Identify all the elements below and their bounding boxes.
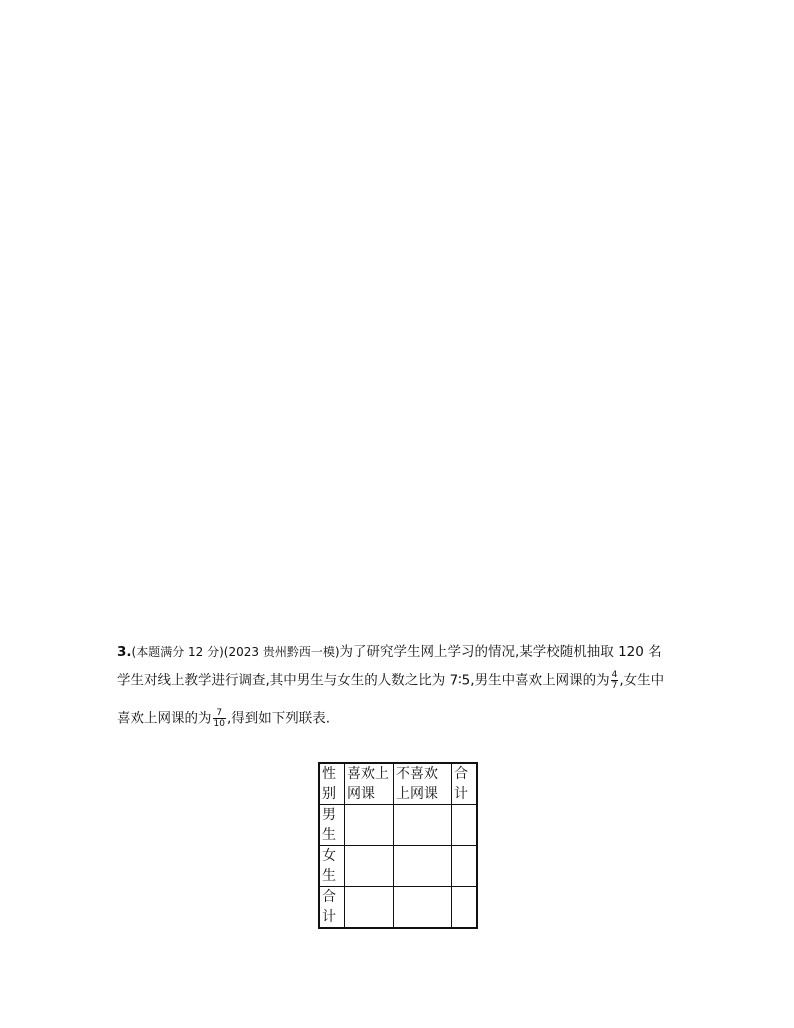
question-line-3 bbox=[117, 708, 330, 729]
table-header-row bbox=[319, 763, 477, 805]
table-cell bbox=[345, 887, 394, 929]
table-cell bbox=[394, 846, 452, 887]
table-cell bbox=[394, 887, 452, 929]
question-text-2-tail: ,女生中 bbox=[619, 672, 665, 689]
table-cell bbox=[452, 887, 478, 929]
table-row bbox=[319, 805, 477, 846]
fraction-numerator: 7 bbox=[213, 708, 226, 719]
header-like: 喜欢上网课 bbox=[345, 763, 394, 805]
contingency-table bbox=[318, 762, 478, 929]
table-cell bbox=[452, 805, 478, 846]
header-dislike: 不喜欢上网课 bbox=[394, 763, 452, 805]
table-cell bbox=[345, 846, 394, 887]
question-line-2 bbox=[117, 670, 664, 691]
table-cell bbox=[394, 805, 452, 846]
question-score: (本题满分 12 分) bbox=[131, 645, 224, 659]
header-gender: 性别 bbox=[319, 763, 345, 805]
fraction-numerator: 4 bbox=[611, 670, 618, 680]
question-text-3: 喜欢上网课的为 bbox=[117, 710, 212, 727]
question-text-2: 学生对线上教学进行调查,其中男生与女生的人数之比为 7∶5,男生中喜欢上网课的为 bbox=[117, 672, 610, 689]
table-cell bbox=[345, 805, 394, 846]
fraction-denominator: 7 bbox=[611, 681, 618, 691]
table-row bbox=[319, 846, 477, 887]
fraction-denominator: 10 bbox=[213, 719, 225, 729]
header-total: 合计 bbox=[452, 763, 478, 805]
question-number: 3. bbox=[117, 644, 132, 660]
row-label-total: 合计 bbox=[319, 887, 345, 929]
question-line-1 bbox=[117, 642, 662, 662]
table-cell bbox=[452, 846, 478, 887]
row-label-male: 男生 bbox=[319, 805, 345, 846]
table-row bbox=[319, 887, 477, 929]
row-label-female: 女生 bbox=[319, 846, 345, 887]
fraction-male-like bbox=[611, 670, 619, 691]
fraction-female-like bbox=[213, 708, 226, 729]
question-text-1: 为了研究学生网上学习的情况,某学校随机抽取 120 名 bbox=[339, 644, 662, 660]
question-text-3-tail: ,得到如下列联表. bbox=[226, 710, 331, 727]
question-source: (2023 贵州黔西一模) bbox=[223, 645, 340, 659]
